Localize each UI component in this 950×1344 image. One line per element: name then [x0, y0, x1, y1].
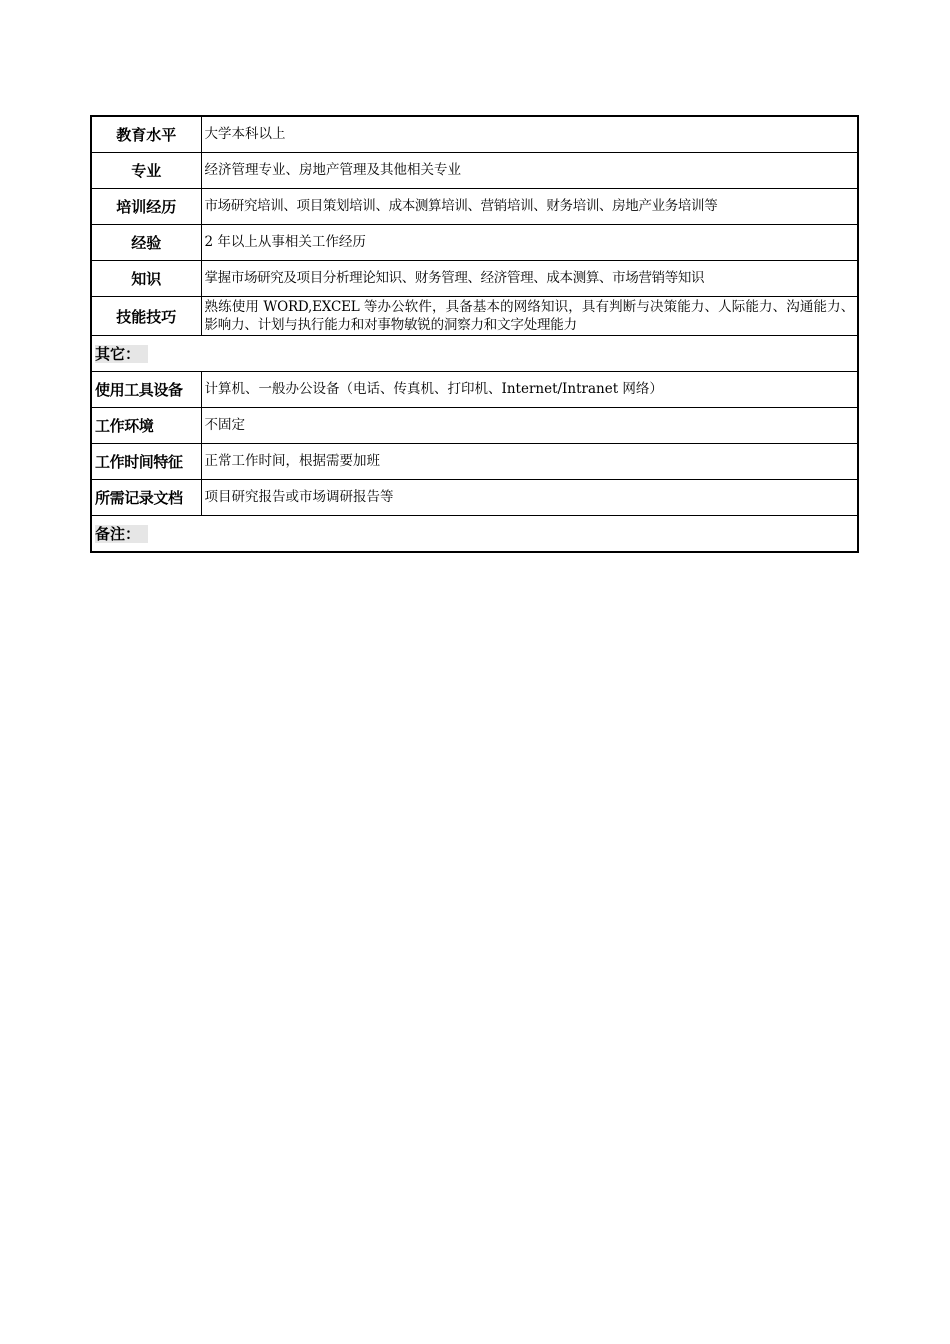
label-experience: 经验: [91, 225, 201, 261]
row-experience: [91, 225, 858, 261]
value-skills: 熟练使用 WORD,EXCEL 等办公软件，具备基本的网络知识，具有判断与决策能力、人际能力、沟通能力、影响力、计划与执行能力和对事物敏锐的洞察力和文字处理能力: [201, 297, 858, 336]
section-notes: [91, 516, 858, 553]
label-work-time: 工作时间特征: [91, 444, 201, 480]
value-work-time: 正常工作时间，根据需要加班: [201, 444, 858, 480]
row-work-time: [91, 444, 858, 480]
label-education: 教育水平: [91, 116, 201, 153]
section-notes-label: 备注：: [95, 525, 148, 543]
value-documents: 项目研究报告或市场调研报告等: [201, 480, 858, 516]
label-skills: 技能技巧: [91, 297, 201, 336]
row-skills: [91, 297, 858, 336]
value-environment: 不固定: [201, 408, 858, 444]
row-knowledge: [91, 261, 858, 297]
section-other-row: [91, 336, 858, 372]
row-tools: [91, 372, 858, 408]
row-documents: [91, 480, 858, 516]
section-other-label: 其它：: [95, 345, 148, 363]
label-knowledge: 知识: [91, 261, 201, 297]
value-experience: 2 年以上从事相关工作经历: [201, 225, 858, 261]
row-environment: [91, 408, 858, 444]
row-training: [91, 189, 858, 225]
section-notes-row: [91, 516, 858, 553]
value-major: 经济管理专业、房地产管理及其他相关专业: [201, 153, 858, 189]
label-environment: 工作环境: [91, 408, 201, 444]
row-education: [91, 116, 858, 153]
value-tools: 计算机、一般办公设备（电话、传真机、打印机、Internet/Intranet 网络）: [201, 372, 858, 408]
label-tools: 使用工具设备: [91, 372, 201, 408]
job-requirements-table: [90, 115, 859, 553]
label-major: 专业: [91, 153, 201, 189]
value-knowledge: 掌握市场研究及项目分析理论知识、财务管理、经济管理、成本测算、市场营销等知识: [201, 261, 858, 297]
label-training: 培训经历: [91, 189, 201, 225]
section-other: [91, 336, 858, 372]
value-training: 市场研究培训、项目策划培训、成本测算培训、营销培训、财务培训、房地产业务培训等: [201, 189, 858, 225]
row-major: [91, 153, 858, 189]
value-education: 大学本科以上: [201, 116, 858, 153]
label-documents: 所需记录文档: [91, 480, 201, 516]
